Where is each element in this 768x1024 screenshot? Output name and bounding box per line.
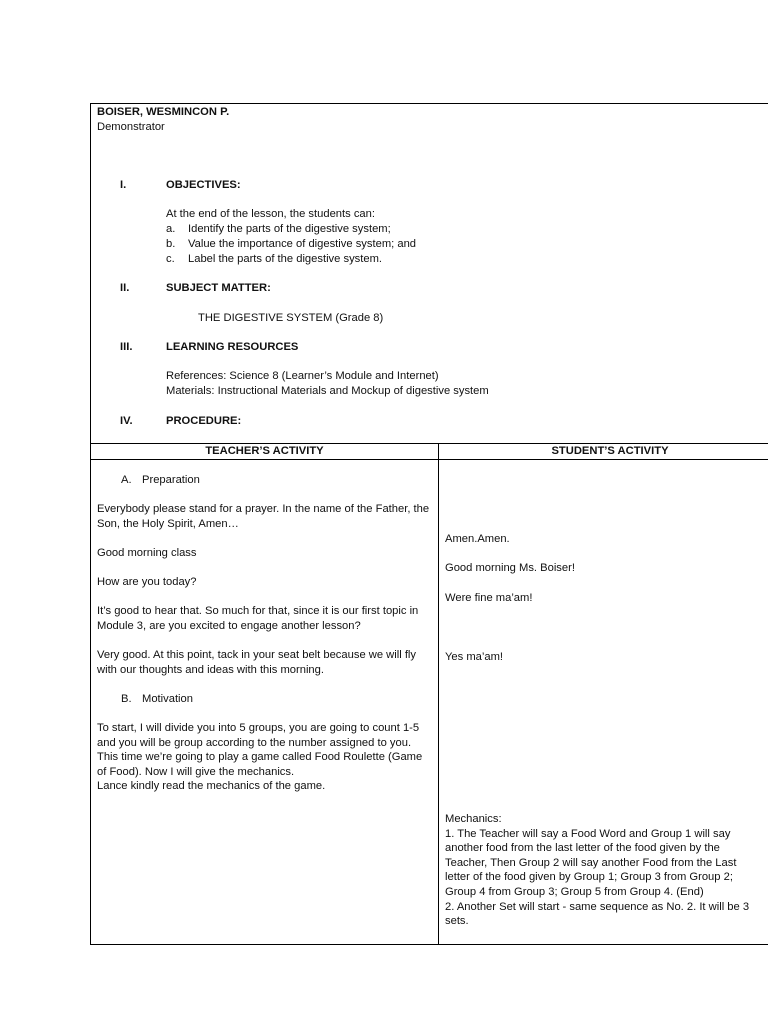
student-fine: Were fine ma’am! <box>445 592 533 604</box>
subject-matter-numeral: II. <box>120 282 130 294</box>
student-mechanics-block <box>445 812 755 929</box>
demonstrator-role: Demonstrator <box>97 121 165 133</box>
student-activity-header: STUDENT’S ACTIVITY <box>551 445 669 457</box>
preparation-heading: Preparation <box>142 474 200 486</box>
objectives-intro: At the end of the lesson, the students can: <box>166 208 375 220</box>
teacher-divide-groups: To start, I will divide you into 5 groups, you are going to count 1-5 and you will be group according to the number assigned to you. <box>97 722 420 749</box>
objectives-title: OBJECTIVES: <box>166 179 241 191</box>
objectives-numeral: I. <box>120 179 127 191</box>
teacher-good-to-hear: It’s good to hear that. So much for that, since it is our first topic in Module 3, are you excited to engage another lesson? <box>97 605 419 632</box>
objective-item-a-letter: a. <box>166 223 176 235</box>
objective-item-a: Identify the parts of the digestive system; <box>188 223 391 235</box>
subject-matter-title: SUBJECT MATTER: <box>166 282 271 294</box>
motivation-heading: Motivation <box>142 692 193 705</box>
teacher-activity-header: TEACHER’S ACTIVITY <box>205 445 324 457</box>
teacher-greeting: Good morning class <box>97 546 197 559</box>
procedure-numeral: IV. <box>120 415 133 427</box>
table-header-border <box>91 459 768 460</box>
learning-resources-title: LEARNING RESOURCES <box>166 341 299 353</box>
teacher-very-good: Very good. At this point, tack in your seat belt because we will fly with our thoughts and ideas with this morning. <box>97 649 417 676</box>
objective-item-c-letter: c. <box>166 253 175 265</box>
objective-item-b-letter: b. <box>166 238 176 250</box>
lesson-plan-frame <box>90 103 768 945</box>
demonstrator-name: BOISER, WESMINCON P. <box>97 106 230 118</box>
motivation-letter: B. <box>121 692 132 705</box>
preparation-letter: A. <box>121 474 132 486</box>
objective-item-b: Value the importance of digestive system; and <box>188 238 417 250</box>
references-line: References: Science 8 (Learner’s Module and Internet) <box>166 370 439 382</box>
mechanics-title: Mechanics: <box>445 813 502 825</box>
materials-line: Materials: Instructional Materials and Mockup of digestive system <box>166 385 489 397</box>
learning-resources-numeral: III. <box>120 341 133 353</box>
student-yes: Yes ma’am! <box>445 651 504 663</box>
objective-item-c: Label the parts of the digestive system. <box>188 253 383 265</box>
student-amen: Amen.Amen. <box>445 533 510 545</box>
teacher-game-intro: This time we’re going to play a game called Food Roulette (Game of Food). Now I will give the mechanics. <box>97 751 423 778</box>
student-good-morning: Good morning Ms. Boiser! <box>445 562 575 574</box>
subject-matter-topic: THE DIGESTIVE SYSTEM (Grade 8) <box>198 312 384 324</box>
procedure-title: PROCEDURE: <box>166 415 242 427</box>
teacher-lance-read: Lance kindly read the mechanics of the game. <box>97 780 326 793</box>
teacher-activity-column <box>97 473 432 794</box>
mechanic-2: 2. Another Set will start - same sequence as No. 2. It will be 3 sets. <box>445 900 750 928</box>
teacher-how-are-you: How are you today? <box>97 576 197 589</box>
table-column-divider <box>438 443 439 944</box>
mechanic-1: 1. The Teacher will say a Food Word and Group 1 will say another food from the last letter of the food given by the Teacher, Then Group 2 will say another Food from the Last letter of the food given by Group 1; Group 3 from Group 2; Group 4 from Group 3; Group 5 from Group 4. (End) <box>445 827 737 898</box>
teacher-prayer: Everybody please stand for a prayer. In the name of the Father, the Son, the Holy Spirit, Amen… <box>97 503 430 530</box>
